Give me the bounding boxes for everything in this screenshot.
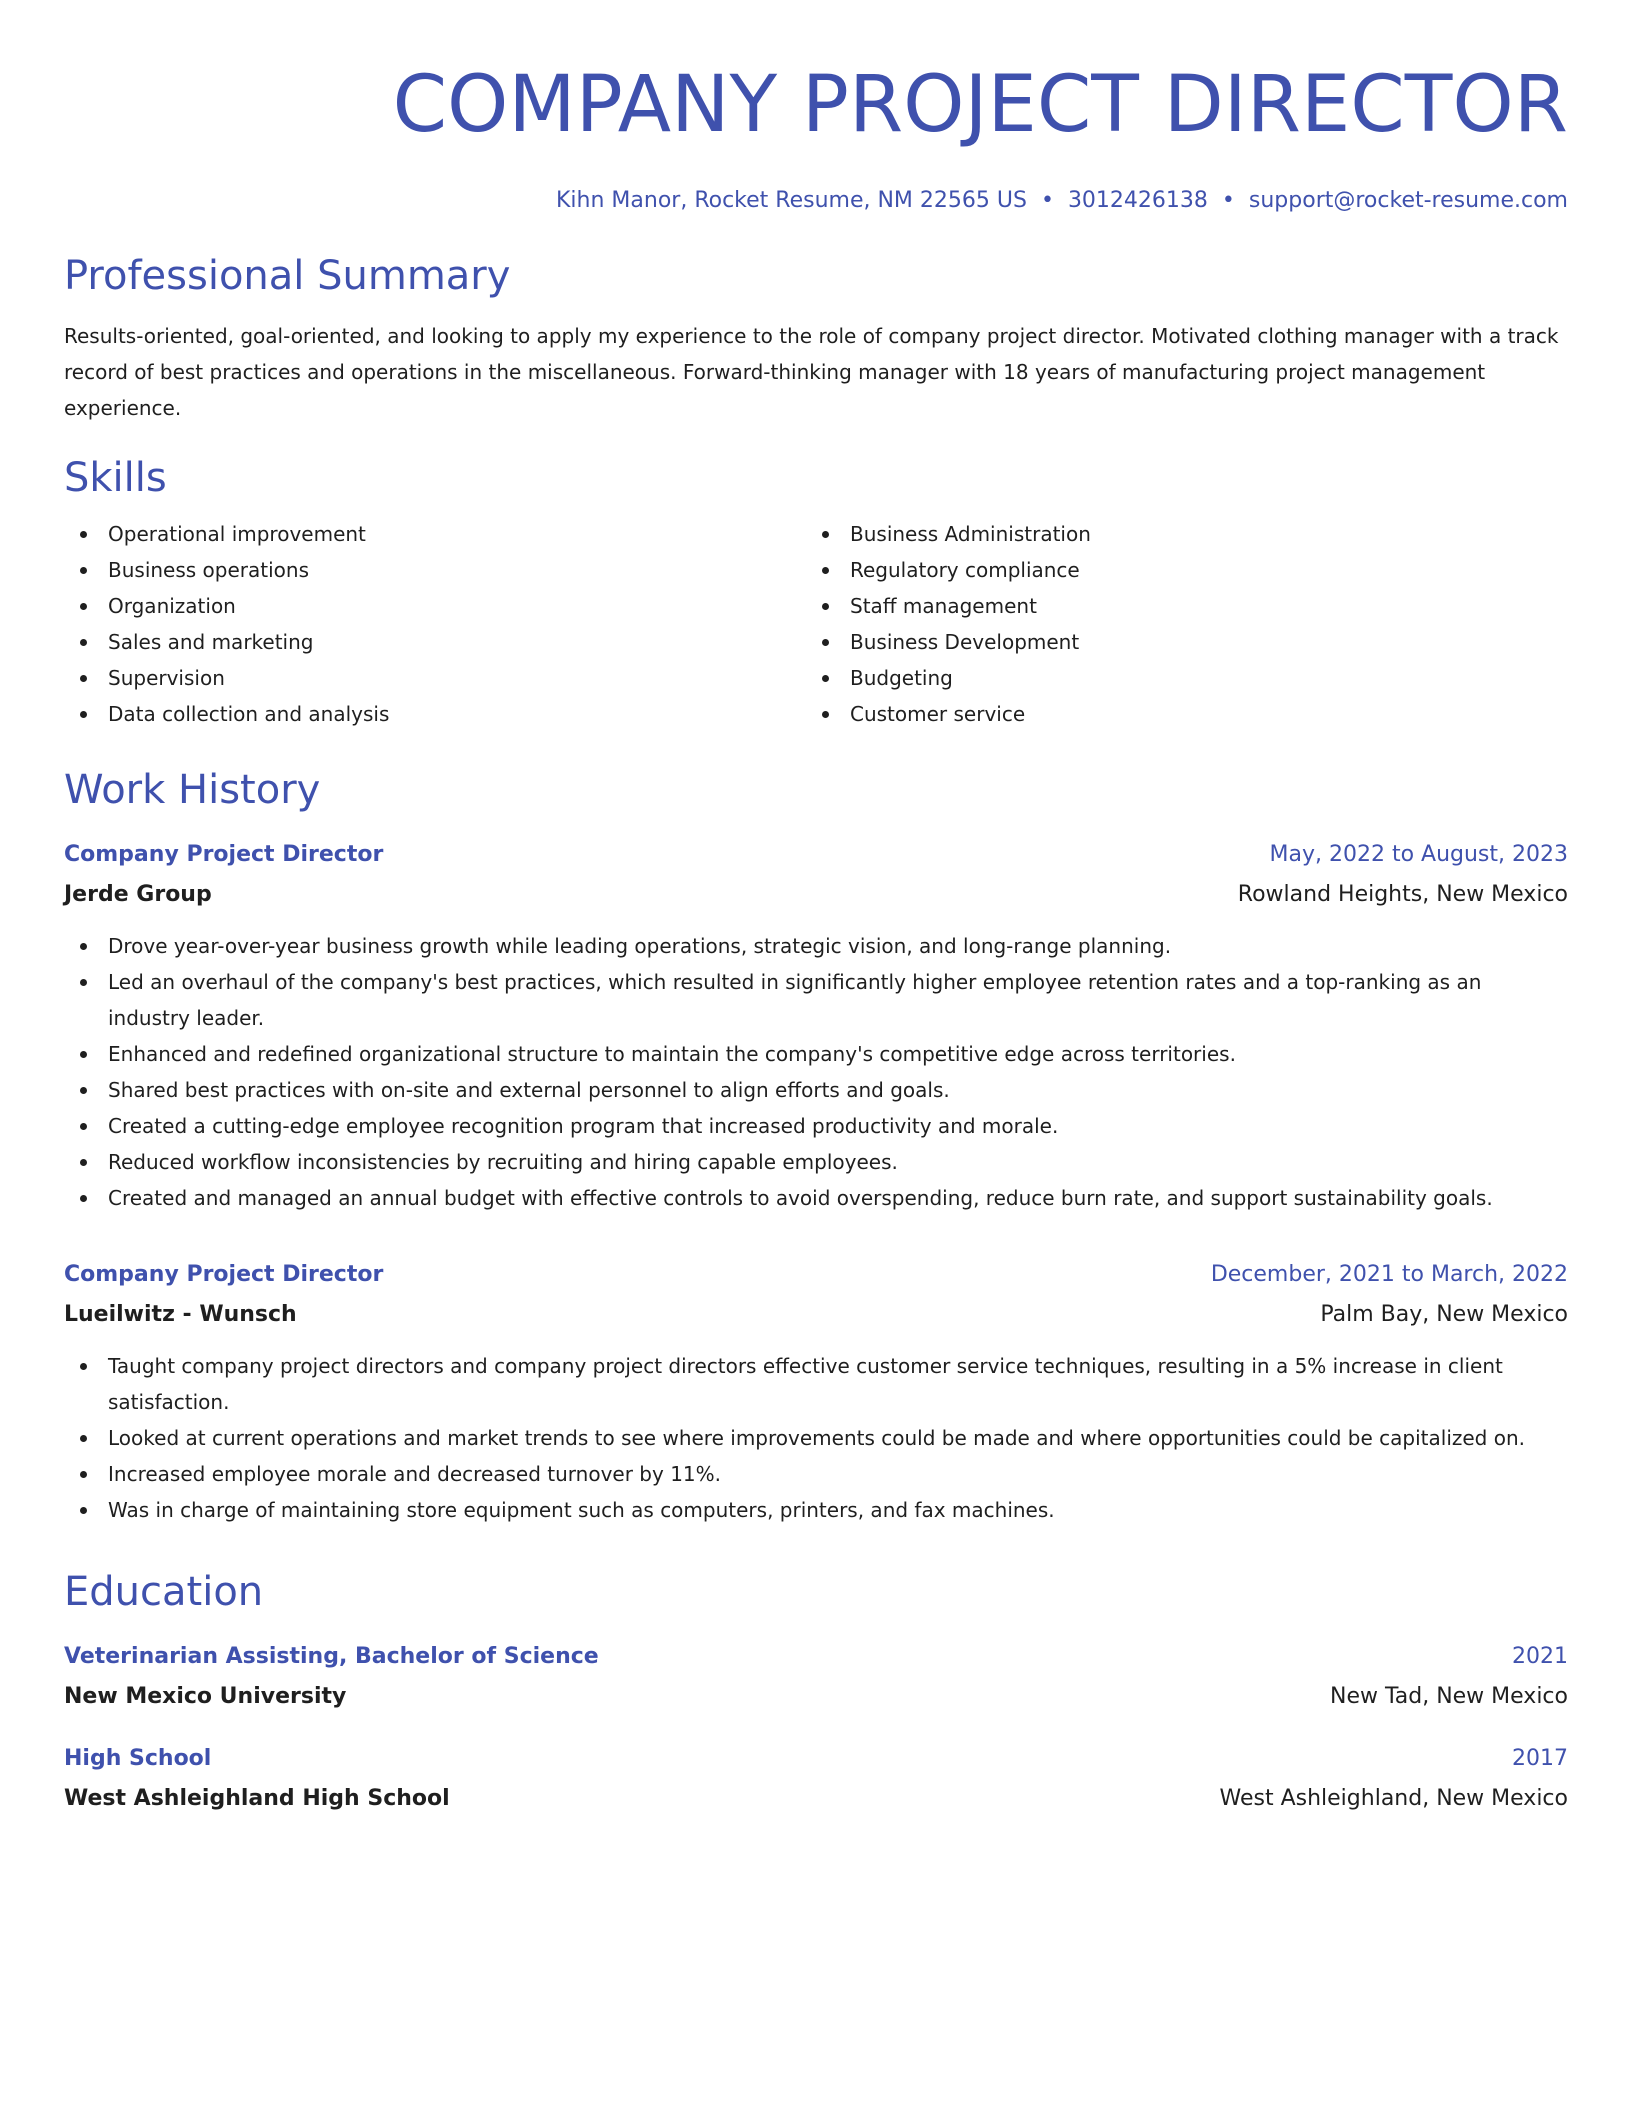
- job-entry: [64, 1258, 1568, 1528]
- job-bullet: Created and managed an annual budget with effective controls to avoid overspending, reduce burn rate, and support sustainability goals.: [64, 1180, 1568, 1216]
- education-degree: High School: [64, 1746, 212, 1771]
- job-company: Jerde Group: [64, 882, 212, 907]
- job-bullets: [64, 928, 1568, 1216]
- job-bullet: Created a cutting-edge employee recognition program that increased productivity and morale.: [64, 1108, 1568, 1144]
- skills-column-left: [64, 516, 806, 732]
- work-history-heading: Work History: [64, 767, 321, 813]
- education-degree: Veterinarian Assisting, Bachelor of Science: [64, 1644, 599, 1669]
- job-bullets: [64, 1348, 1568, 1528]
- job-company-row: [64, 872, 1568, 912]
- job-location: Palm Bay, New Mexico: [1320, 1302, 1568, 1327]
- job-dates: December, 2021 to March, 2022: [1210, 1262, 1568, 1287]
- skill-item: Regulatory compliance: [806, 552, 1548, 588]
- job-dates: May, 2022 to August, 2023: [1269, 842, 1568, 867]
- job-bullet: Increased employee morale and decreased turnover by 11%.: [64, 1456, 1568, 1492]
- skill-item: Budgeting: [806, 660, 1548, 696]
- job-bullet: Reduced workflow inconsistencies by recruiting and hiring capable employees.: [64, 1144, 1568, 1180]
- skills-column-right: [806, 516, 1548, 732]
- job-bullet: Enhanced and redefined organizational structure to maintain the company's competitive edge across territories.: [64, 1036, 1568, 1072]
- education-school: West Ashleighland High School: [64, 1786, 450, 1811]
- job-company: Lueilwitz - Wunsch: [64, 1302, 297, 1327]
- education-entry: [64, 1640, 1568, 1714]
- education-school-row: [64, 1674, 1568, 1714]
- skill-item: Business Administration: [806, 516, 1548, 552]
- job-bullet: Taught company project directors and company project directors effective customer service techniques, resulting in a 5% increase in client satisfaction.: [64, 1348, 1568, 1420]
- skill-item: Business operations: [64, 552, 806, 588]
- job-entry: [64, 838, 1568, 1216]
- contact-phone: 3012426138: [1067, 188, 1208, 213]
- resume-header: [64, 50, 1568, 216]
- resume-page: [64, 50, 1568, 1816]
- skill-item: Sales and marketing: [64, 624, 806, 660]
- job-bullet: Looked at current operations and market trends to see where improvements could be made and where opportunities could be capitalized on.: [64, 1420, 1568, 1456]
- candidate-name: COMPANY PROJECT DIRECTOR: [392, 60, 1568, 150]
- skill-item: Supervision: [64, 660, 806, 696]
- job-title-row: [64, 1258, 1568, 1292]
- skills-list: [64, 516, 1568, 732]
- skills-heading: Skills: [64, 455, 167, 501]
- contact-address: Kihn Manor, Rocket Resume, NM 22565 US: [556, 188, 1027, 213]
- education-degree-row: [64, 1640, 1568, 1674]
- skill-item: Staff management: [806, 588, 1548, 624]
- job-bullet: Drove year-over-year business growth while leading operations, strategic vision, and long-range planning.: [64, 928, 1568, 964]
- job-bullet: Shared best practices with on-site and external personnel to align efforts and goals.: [64, 1072, 1568, 1108]
- contact-line: [64, 186, 1568, 216]
- job-title-row: [64, 838, 1568, 872]
- education-school-row: [64, 1776, 1568, 1816]
- skill-item: Operational improvement: [64, 516, 806, 552]
- education-year: 2017: [1512, 1746, 1568, 1771]
- summary-heading: Professional Summary: [64, 253, 511, 299]
- job-company-row: [64, 1292, 1568, 1332]
- education-school: New Mexico University: [64, 1684, 347, 1709]
- skill-item: Data collection and analysis: [64, 696, 806, 732]
- job-location: Rowland Heights, New Mexico: [1237, 882, 1568, 907]
- education-heading: Education: [64, 1569, 264, 1615]
- job-bullet: Was in charge of maintaining store equipment such as computers, printers, and fax machines.: [64, 1492, 1568, 1528]
- contact-separator: •: [1221, 188, 1235, 213]
- education-entry: [64, 1742, 1568, 1816]
- education-location: West Ashleighland, New Mexico: [1219, 1786, 1568, 1811]
- education-location: New Tad, New Mexico: [1329, 1684, 1568, 1709]
- job-bullet: Led an overhaul of the company's best practices, which resulted in significantly higher employee retention rates and a top-ranking as an industry leader.: [64, 964, 1568, 1036]
- skill-item: Business Development: [806, 624, 1548, 660]
- skill-item: Customer service: [806, 696, 1548, 732]
- summary-text: Results-oriented, goal-oriented, and looking to apply my experience to the role of company project director. Motivated clothing manager with a track record of best practices and operations in the miscellaneous. Forward-thinking manager with 18 years of manufacturing project management experience.: [64, 324, 1559, 420]
- education-degree-row: [64, 1742, 1568, 1776]
- job-role: Company Project Director: [64, 1262, 384, 1287]
- job-role: Company Project Director: [64, 842, 384, 867]
- skill-item: Organization: [64, 588, 806, 624]
- education-year: 2021: [1512, 1644, 1568, 1669]
- contact-separator: •: [1040, 188, 1054, 213]
- contact-email[interactable]: support@rocket-resume.com: [1248, 188, 1568, 213]
